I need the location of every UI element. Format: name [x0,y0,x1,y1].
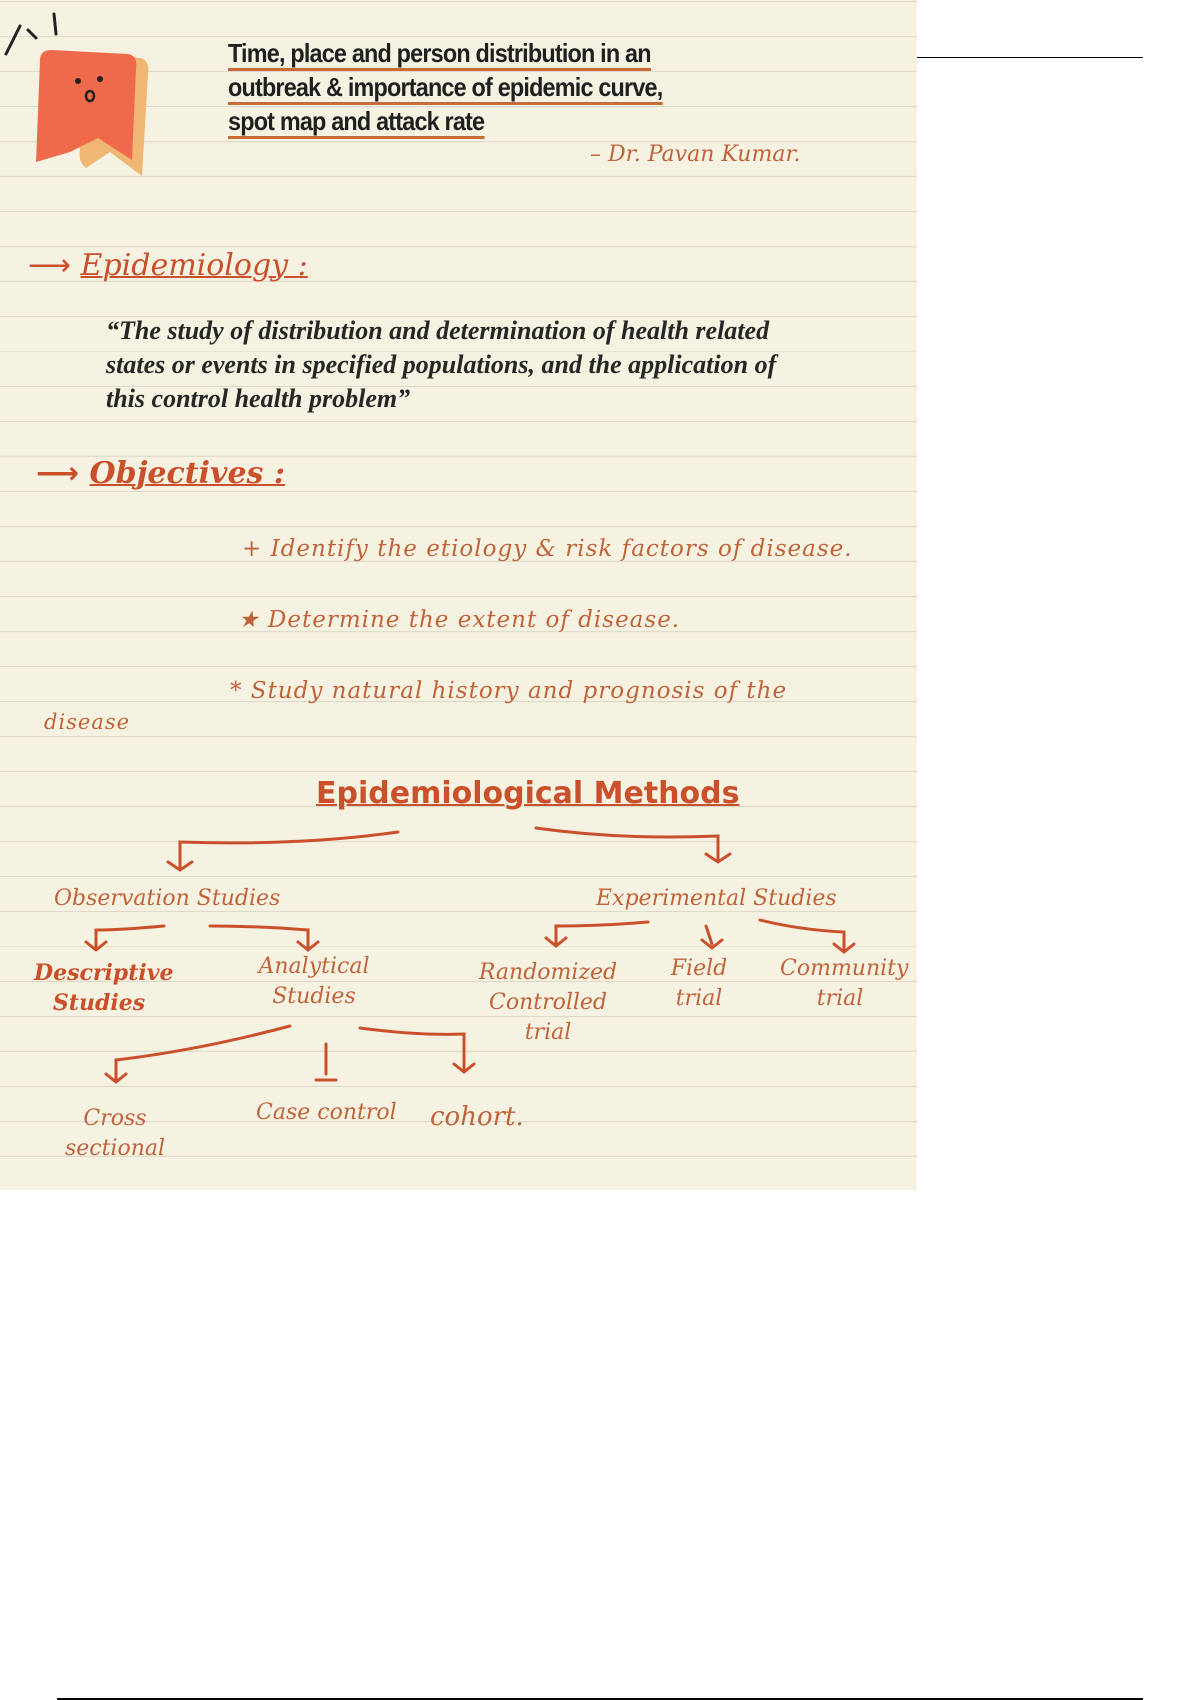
objective-item-continued: disease [44,710,131,734]
node-community-trial: Community trial [780,956,909,1011]
branch-arrow [556,922,648,944]
branch-arrow [298,942,318,950]
node-descriptive-studies: Descriptive Studies [34,960,174,1016]
methods-diagram-title [316,776,739,811]
arrow-right-icon: ⟶ [36,456,90,491]
node-randomized-controlled-trial: Randomized Controlled trial [478,960,618,1045]
title-line-1: Time, place and person distribution in an [228,38,651,71]
definition-quote: “The study of distribution and determination of health related states or events in specified populations, and the application of this control health problem” [106,316,777,413]
objective-item: ★ Determine the extent of disease. [238,607,681,633]
branch-arrow [454,1064,474,1072]
branch-arrow [706,926,712,944]
node-cross-sectional: Cross sectional [64,1106,166,1161]
objective-item: + Identify the etiology & risk factors of disease. [242,536,853,562]
branch-arrow [706,854,730,862]
note-title [228,36,732,138]
objectives-heading [36,456,285,491]
sticker-face-icon [0,0,160,185]
author-signature: – Dr. Pavan Kumar. [590,142,801,167]
branch-arrow [180,832,398,868]
arrow-right-icon: ⟶ [28,248,81,283]
methods-title-text: Epidemiological Methods [316,776,740,811]
branch-arrow [106,1074,126,1082]
branch-arrow [360,1028,464,1070]
branch-arrow [536,828,718,860]
objectives-heading-text: Objectives : [89,456,285,491]
epidemiology-heading [28,248,308,283]
title-line-3: spot map and attack rate [228,106,484,139]
node-case-control: Case control [256,1100,397,1125]
branch-arrow [210,926,308,948]
branch-arrow [834,944,854,952]
header-rule [917,57,1143,58]
title-line-2: outbreak & importance of epidemic curve, [228,72,662,105]
branch-arrow [168,862,192,870]
node-cohort: cohort. [430,1102,524,1132]
branch-arrow [116,1026,290,1080]
branch-arrow [760,920,844,950]
node-experimental-studies: Experimental Studies [596,886,837,911]
node-field-trial: Field trial [670,956,728,1011]
node-observational-studies: Observation Studies [54,886,281,911]
branch-arrow [96,926,164,948]
branch-arrow [546,938,566,946]
objective-item: * Study natural history and prognosis of the [230,678,788,704]
branch-arrow [86,942,106,950]
node-analytical-studies: Analytical Studies [258,954,370,1009]
epidemiology-heading-text: Epidemiology : [80,248,308,283]
branch-arrow [702,940,722,948]
